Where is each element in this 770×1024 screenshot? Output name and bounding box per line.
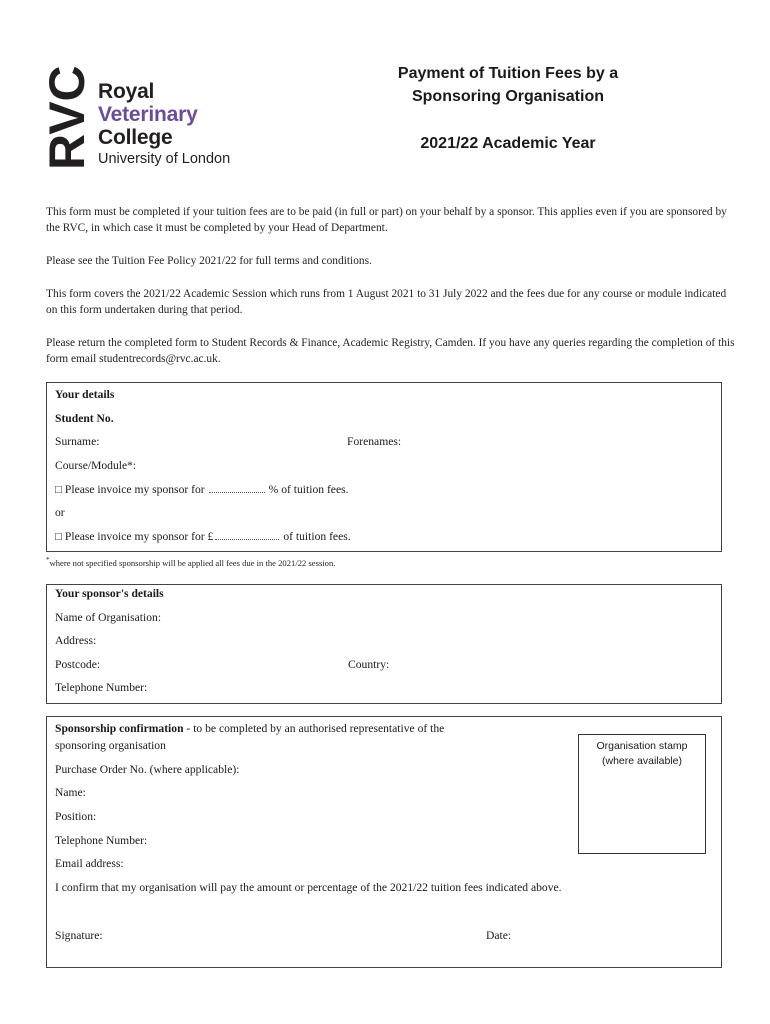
forenames-label[interactable]: Forenames: [347,435,402,448]
your-details-heading: Your details [55,388,115,401]
percent-blank[interactable] [209,481,265,493]
organisation-name-label[interactable]: Name of Organisation: [55,611,162,624]
invoice-percent-suffix: % of tuition fees. [268,483,349,496]
confirmation-heading-rest: - to be completed by an authorised representative of the [183,722,445,735]
postcode-label[interactable]: Postcode: [55,658,101,671]
intro-paragraph-4: Please return the completed form to Student Records & Finance, Academic Registry, Camden. If you have any queries regarding the completion of this form email studentrecords@rvc.ac.uk. [46,337,735,365]
footnote [46,554,335,569]
date-label[interactable]: Date: [486,929,512,942]
intro-paragraph-2: Please see the Tuition Fee Policy 2021/22 for full terms and conditions. [46,255,372,267]
confirm-name-label[interactable]: Name: [55,786,86,799]
footnote-text: where not specified sponsorship will be applied all fees due in the 2021/22 session. [49,557,336,568]
intro-paragraph-3: This form covers the 2021/22 Academic Session which runs from 1 August 2021 to 31 July 2022 and the fees due for any course or module indicated on this form undertaken during that period. [46,288,727,316]
sponsor-telephone-label[interactable]: Telephone Number: [55,681,148,694]
surname-label[interactable]: Surname: [55,435,100,448]
title-line1: Payment of Tuition Fees by a [397,65,619,82]
form-title [360,62,656,108]
rvc-letters-icon [39,64,95,170]
signature-label[interactable]: Signature: [55,929,103,942]
logo-wordmark [98,80,230,169]
logo-royal: Royal [98,80,155,103]
rvc-logo-mark [39,64,95,170]
course-module-label[interactable]: Course/Module*: [55,459,137,472]
purchase-order-label[interactable]: Purchase Order No. (where applicable): [55,763,240,776]
confirmation-heading [55,721,444,737]
invoice-amount-suffix: of tuition fees. [283,530,351,543]
your-details-section [46,382,722,552]
rvc-mark-text: RVC [39,65,95,170]
sponsor-details-heading: Your sponsor's details [55,587,164,600]
stamp-label-line1: Organisation stamp [596,740,688,752]
invoice-percent-prefix: □ Please invoice my sponsor for [55,483,205,496]
footnote-marker: * [46,556,50,564]
rvc-logo [39,62,244,172]
confirmation-heading-line2: sponsoring organisation [55,739,166,752]
logo-university: University of London [98,151,231,167]
stamp-label-line2: (where available) [602,755,682,767]
email-label[interactable]: Email address: [55,857,124,870]
position-label[interactable]: Position: [55,810,97,823]
or-label: or [55,506,65,519]
sponsor-details-section [46,584,722,704]
logo-college: College [98,126,173,149]
address-label[interactable]: Address: [55,634,97,647]
invoice-amount-prefix: □ Please invoice my sponsor for £ [55,530,214,543]
organisation-stamp-box[interactable] [578,734,706,854]
country-label[interactable]: Country: [348,658,390,671]
confirm-telephone-label[interactable]: Telephone Number: [55,834,148,847]
logo-veterinary: Veterinary [98,103,198,126]
invoice-percent-option[interactable] [55,481,349,498]
confirmation-heading-bold: Sponsorship confirmation [55,722,184,735]
amount-blank[interactable] [215,528,279,540]
intro-paragraph-1: This form must be completed if your tuition fees are to be paid (in full or part) on your behalf by a sponsor. This applies even if you are sponsored by the RVC, in which case it must be completed by your Head of Department. [46,206,727,234]
academic-year: 2021/22 Academic Year [420,135,596,152]
invoice-amount-option[interactable] [55,528,351,545]
confirm-statement: I confirm that my organisation will pay the amount or percentage of the 2021/22 tuition fees indicated above. [55,881,562,894]
title-line2: Sponsoring Organisation [411,88,604,105]
student-no-label[interactable]: Student No. [55,412,114,425]
